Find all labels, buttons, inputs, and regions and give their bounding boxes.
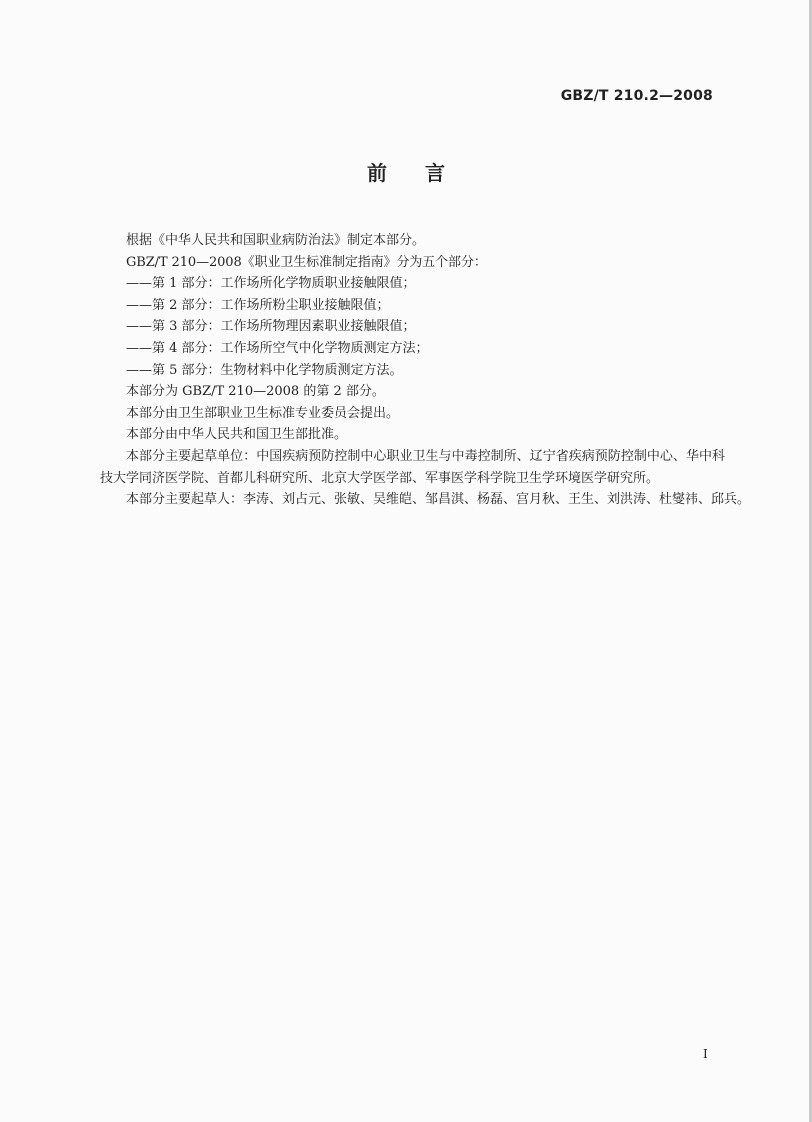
- list-item-part-5: ——第 5 部分：生物材料中化学物质测定方法。: [126, 362, 403, 378]
- list-item-part-1: ——第 1 部分：工作场所化学物质职业接触限值；: [126, 276, 416, 292]
- paragraph-proposed-by: 本部分由卫生部职业卫生标准专业委员会提出。: [126, 405, 400, 421]
- paragraph-drafting-units: 本部分主要起草单位：中国疾病预防控制中心职业卫生与中毒控制所、辽宁省疾病预防控制中心、华中科技大学同济医学院、首都儿科研究所、北京大学医学部、军事医学科学院卫生学环境医学研究所。: [100, 448, 725, 486]
- list-item-part-4: ——第 4 部分：工作场所空气中化学物质测定方法；: [126, 340, 429, 356]
- page-title: 前言: [367, 161, 483, 185]
- list-item-part-2: ——第 2 部分：工作场所粉尘职业接触限值；: [126, 297, 390, 313]
- foreword-body: [100, 230, 751, 511]
- paragraph-basis: 根据《中华人民共和国职业病防治法》制定本部分。: [126, 233, 426, 248]
- paragraph-drafters: 本部分主要起草人：李涛、刘占元、张敏、吴维皑、邹昌淇、杨磊、宫月秋、王生、刘洪涛、杜燮祎、邱兵。: [126, 492, 751, 508]
- standard-code: GBZ/T 210.2—2008: [560, 88, 713, 104]
- paragraph-parts-intro: GBZ/T 210—2008《职业卫生标准制定指南》分为五个部分：: [126, 254, 487, 270]
- list-item-part-3: ——第 3 部分：工作场所物理因素职业接触限值；: [126, 319, 416, 335]
- paragraph-approved-by: 本部分由中华人民共和国卫生部批准。: [126, 427, 348, 443]
- paragraph-this-part: 本部分为 GBZ/T 210—2008 的第 2 部分。: [126, 384, 385, 400]
- page-number: I: [703, 1047, 708, 1061]
